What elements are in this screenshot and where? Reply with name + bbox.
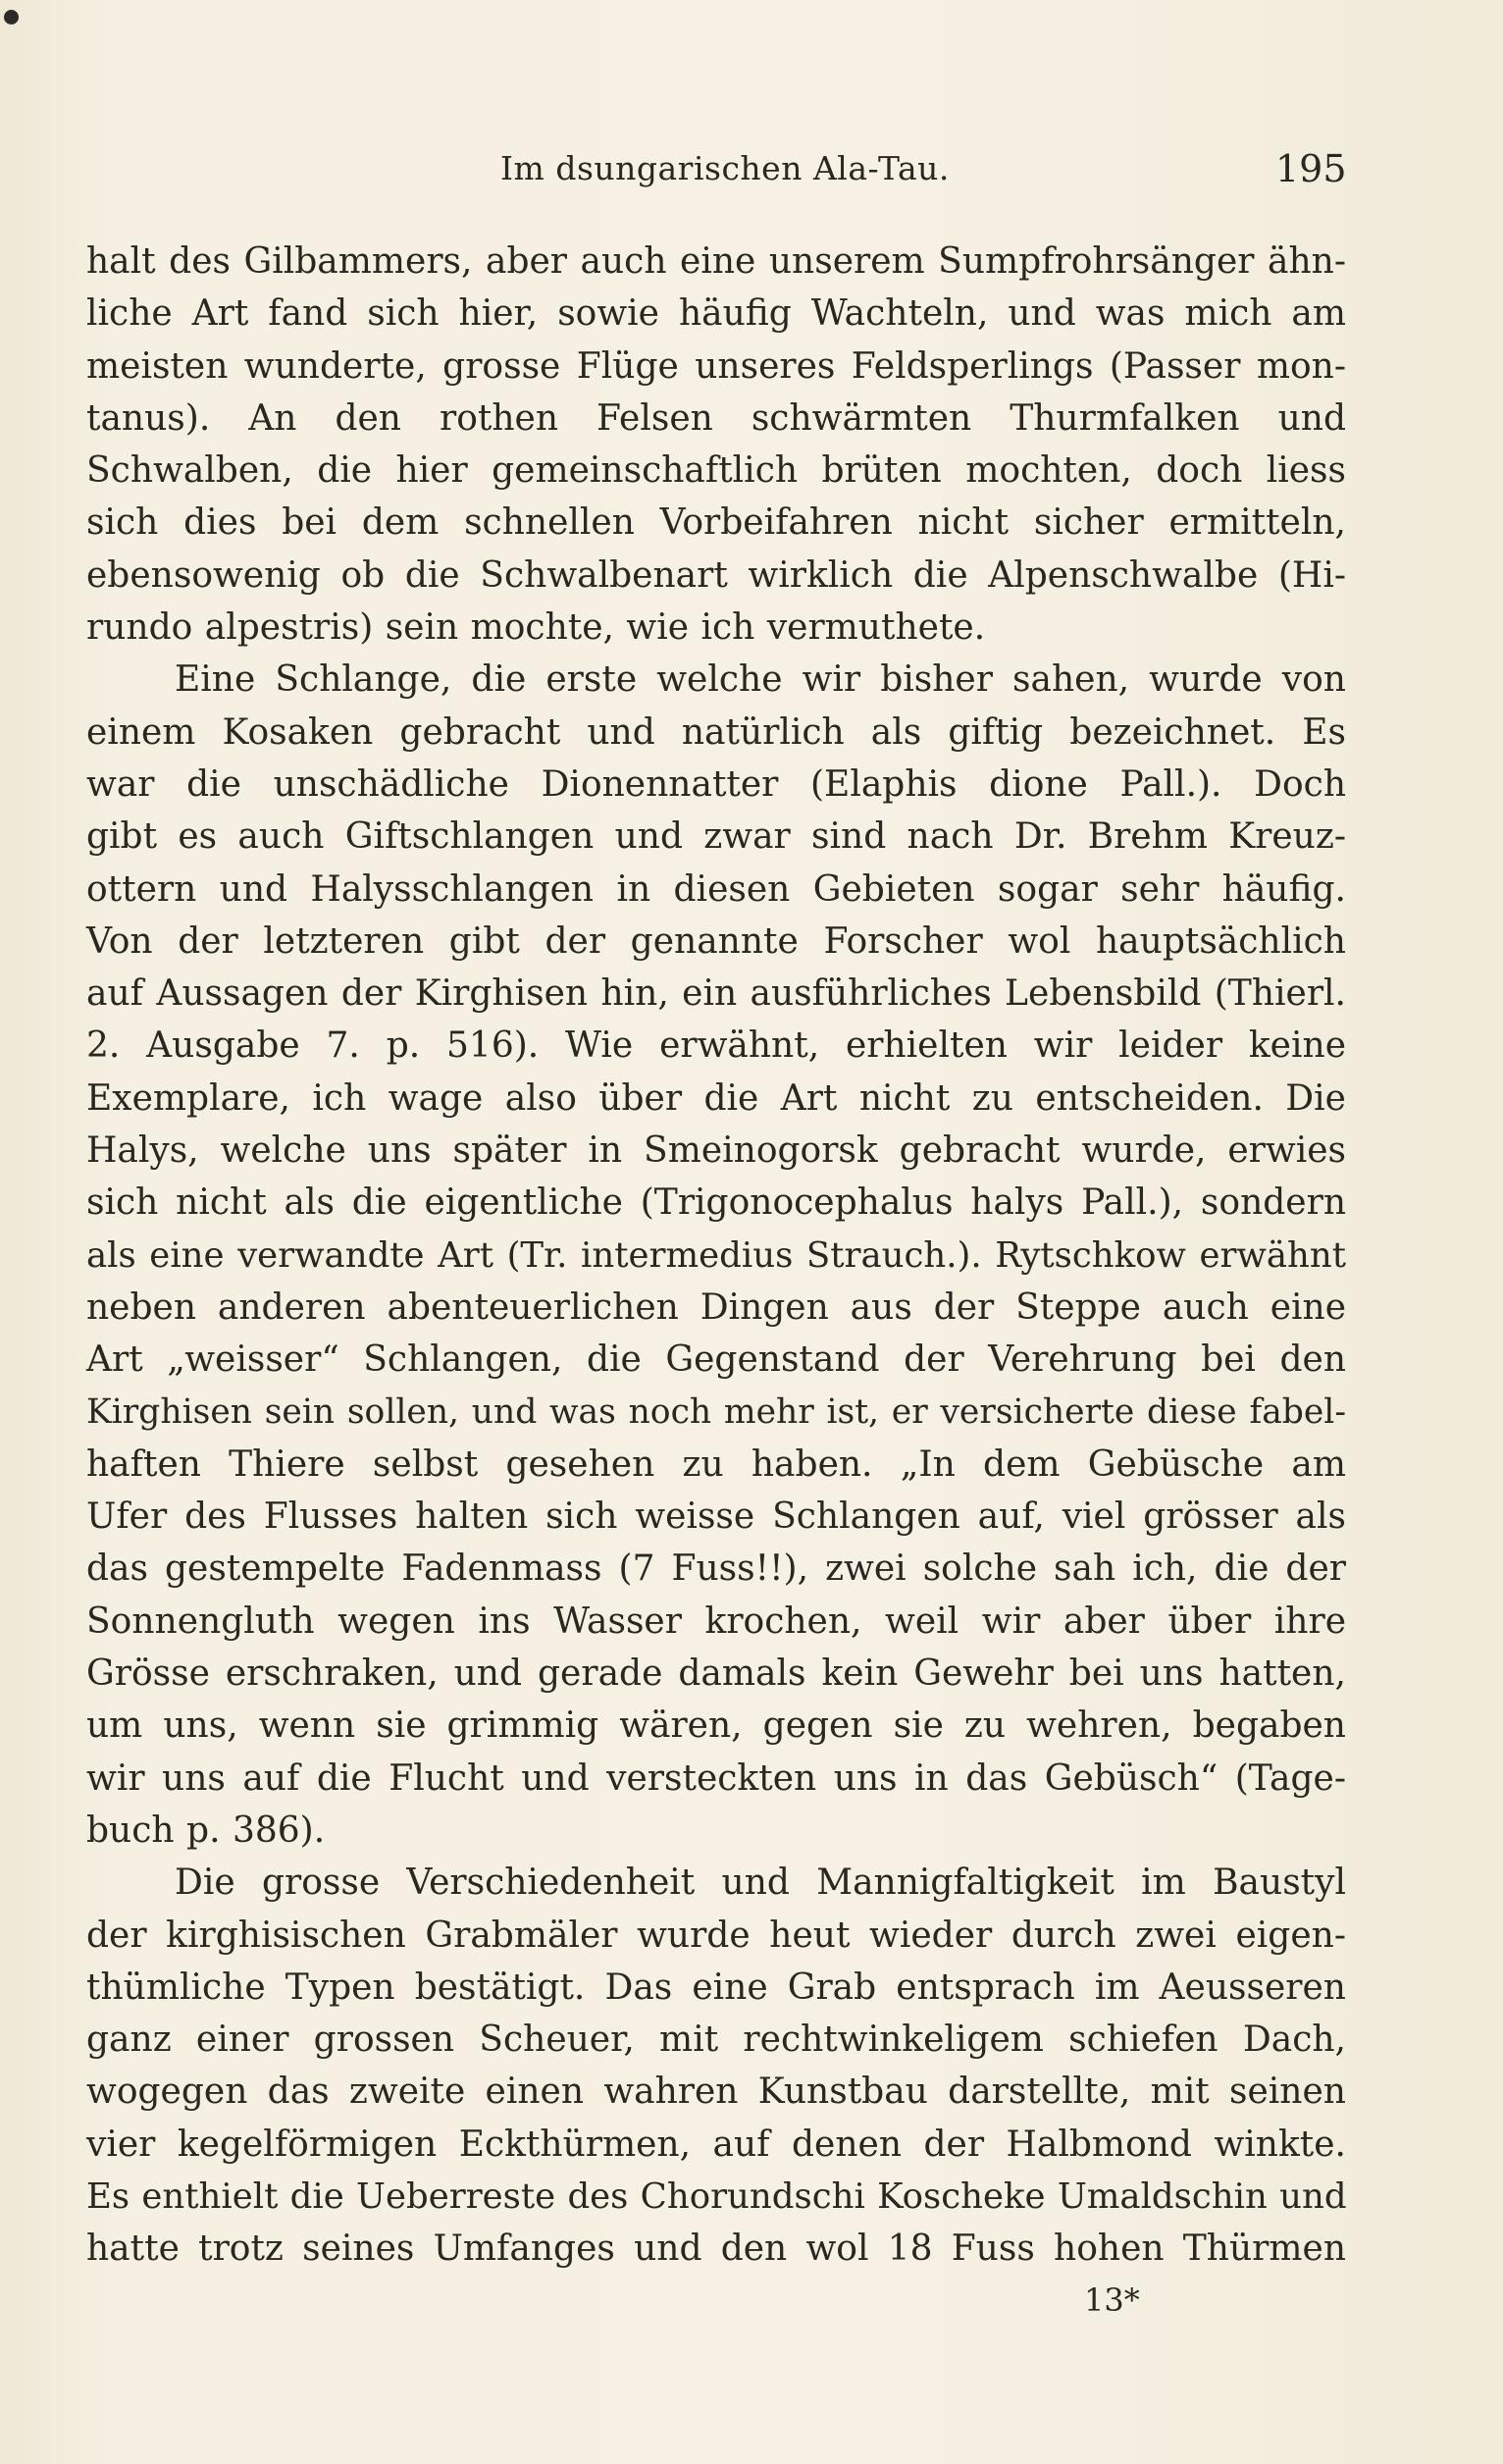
text-line: Es enthielt die Ueberreste des Chorundschi Koscheke Umaldschin und [86, 2176, 1347, 2217]
text-line: rundo alpestris) sein mochte, wie ich vermuthete. [86, 607, 986, 649]
text-line: neben anderen abenteuerlichen Dingen aus der Steppe auch eine [86, 1286, 1346, 1328]
text-line: 2. Ausgabe 7. p. 516). Wie erwähnt, erhielten wir leider keine [86, 1025, 1346, 1067]
text-line: einem Kosaken gebracht und natürlich als giftig bezeichnet. Es [86, 711, 1346, 753]
text-line: ganz einer grossen Scheuer, mit rechtwinkeligem schiefen Dach, [86, 2019, 1346, 2061]
text-line: wogegen das zweite einen wahren Kunstbau darstellte, mit seinen [86, 2071, 1346, 2113]
text-line: Halys, welche uns später in Smeinogorsk gebracht wurde, erwies [86, 1130, 1346, 1172]
text-line: Eine Schlange, die erste welche wir bisher sahen, wurde von [175, 659, 1346, 701]
text-line: als eine verwandte Art (Tr. intermedius Strauch.). Rytschkow erwähnt [86, 1234, 1346, 1276]
text-line: Ufer des Flusses halten sich weisse Schlangen auf, viel grösser als [86, 1496, 1346, 1538]
text-line: vier kegelförmigen Eckthürmen, auf denen der Halbmond winkte. [86, 2123, 1346, 2165]
text-line: auf Aussagen der Kirghisen hin, ein ausführliches Lebensbild (Thierl. [86, 973, 1346, 1015]
text-line: hatte trotz seines Umfanges und den wol 18 Fuss hohen Thürmen [86, 2228, 1346, 2270]
running-head: Im dsungarischen Ala-Tau. [500, 149, 950, 187]
text-line: Schwalben, die hier gemeinschaftlich brüten mochten, doch liess [86, 450, 1346, 492]
text-line: Die grosse Verschiedenheit und Mannigfaltigkeit im Baustyl [175, 1862, 1346, 1904]
text-line: um uns, wenn sie grimmig wären, gegen sie zu wehren, begaben [86, 1705, 1346, 1747]
text-line: ebensowenig ob die Schwalbenart wirklich die Alpenschwalbe (Hi- [86, 554, 1346, 596]
text-line: Kirghisen sein sollen, und was noch mehr ist, er versicherte diese fabel- [86, 1391, 1346, 1432]
text-line: wir uns auf die Flucht und versteckten uns in das Gebüsch“ (Tage- [86, 1757, 1346, 1799]
body-text [86, 236, 1346, 2276]
ink-dot [4, 10, 19, 25]
text-line: haften Thiere selbst gesehen zu haben. „In dem Gebüsche am [86, 1443, 1346, 1485]
text-line: gibt es auch Giftschlangen und zwar sind nach Dr. Brehm Kreuz- [86, 816, 1346, 858]
text-line: der kirghisischen Grabmäler wurde heut wieder durch zwei eigen- [86, 1914, 1346, 1956]
text-line: tanus). An den rothen Felsen schwärmten Thurmfalken und [86, 397, 1346, 439]
text-line: Sonnengluth wegen ins Wasser krochen, weil wir aber über ihre [86, 1600, 1346, 1642]
text-line: Art „weisser“ Schlangen, die Gegenstand der Verehrung bei den [86, 1339, 1346, 1381]
text-line: Exemplare, ich wage also über die Art nicht zu entscheiden. Die [86, 1077, 1346, 1119]
text-line: sich nicht als die eigentliche (Trigonocephalus halys Pall.), sondern [86, 1182, 1346, 1224]
text-line: das gestempelte Fadenmass (7 Fuss!!), zwei solche sah ich, die der [86, 1548, 1346, 1590]
text-line: liche Art fand sich hier, sowie häufig Wachteln, und was mich am [86, 293, 1346, 335]
text-line: halt des Gilbammers, aber auch eine unserem Sumpfrohrsänger ähn- [86, 241, 1346, 282]
text-line: Von der letzteren gibt der genannte Forscher wol hauptsächlich [86, 920, 1346, 962]
text-line: meisten wunderte, grosse Flüge unseres Feldsperlings (Passer mon- [86, 345, 1346, 387]
signature-mark: 13* [1084, 2281, 1140, 2319]
text-line: sich dies bei dem schnellen Vorbeifahren nicht sicher ermitteln, [86, 502, 1346, 544]
text-line: ottern und Halysschlangen in diesen Gebieten sogar sehr häufig. [86, 868, 1346, 910]
page-number: 195 [1275, 147, 1347, 190]
text-line: war die unschädliche Dionennatter (Elaphis dione Pall.). Doch [86, 763, 1346, 805]
text-line: thümliche Typen bestätigt. Das eine Grab entsprach im Aeusseren [86, 1966, 1346, 2008]
text-line: Grösse erschraken, und gerade damals kein Gewehr bei uns hatten, [86, 1653, 1346, 1695]
text-line: buch p. 386). [86, 1809, 326, 1851]
